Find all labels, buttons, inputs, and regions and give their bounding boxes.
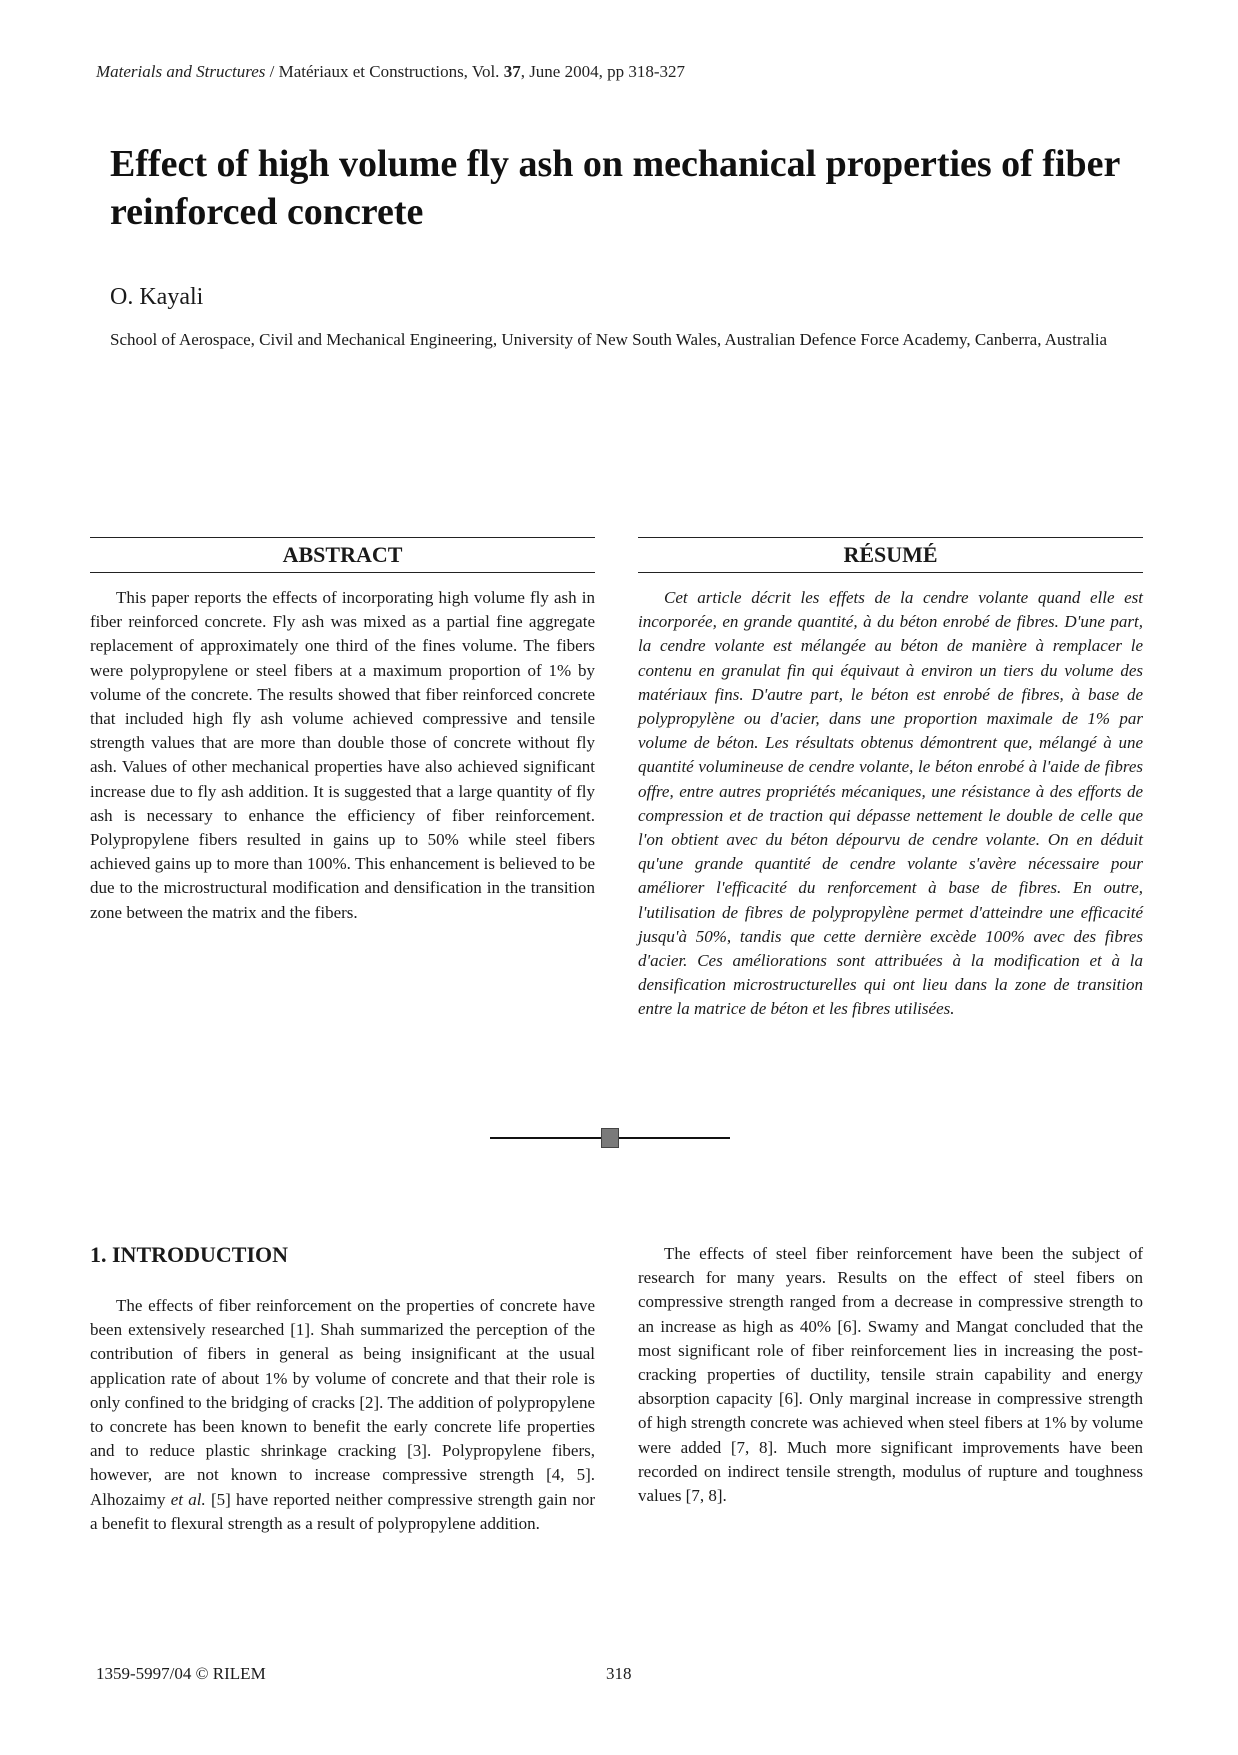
abstract-body [90,586,595,925]
abstract-heading: ABSTRACT [282,542,403,567]
resume-bottom-rule [638,572,1143,573]
abstract-top-rule [90,537,595,538]
journal-header [96,62,685,82]
paper-title: Effect of high volume fly ash on mechanical properties of fiber reinforced concrete [110,143,1120,233]
intro-para1-text-b: [5] have reported neither compressive strength gain nor a benefit to flexural strength as a result of polypropylene addition. [90,1489,595,1533]
resume-heading: RÉSUMÉ [843,542,938,567]
author-name: O. Kayali [110,284,204,310]
footer-issn: 1359-5997/04 © RILEM [96,1664,266,1683]
journal-name-fr: Matériaux et Constructions, Vol. [278,62,504,81]
abstract-paragraph: This paper reports the effects of incorporating high volume fly ash in fiber reinforced concrete. Fly ash was mixed as a partial fine aggregate replacement of approximately one third of the fines volume. The fibers were polypropylene or steel fibers at a maximum proportion of 1% by volume of the concrete. The results showed that fiber reinforced concrete that included high fly ash volume achieved compressive and tensile strength values that are more than double those of concrete without fly ash. Values of other mechanical properties have also achieved significant increase due to fly ash addition. It is suggested that a large quantity of fly ash is necessary to enhance the efficiency of fiber reinforcement. Polypropylene fibers resulted in gains up to 50% while steel fibers achieved gains up to more than 100%. This enhancement is believed to be due to the microstructural modification and densification in the transition zone between the matrix and the fibers. [90,588,595,922]
journal-details: , June 2004, pp 318-327 [520,62,686,81]
intro-para1-text-a: The effects of fiber reinforcement on the properties of concrete have been extensively researched [1]. Shah summarized the perception of the contribution of fibers in general as being insignificant at the usual application rate of about 1% by volume of concrete and that their role is only confined to the bridging of cracks [2]. The addition of polypropylene to concrete has been known to benefit the early concrete life properties and to reduce plastic shrinkage cracking [3]. Polypropylene fibers, however, are not known to increase compressive strength [4, 5]. Alhozaimy [90,1296,595,1509]
introduction-paragraph-1 [90,1294,595,1536]
introduction-left-column [90,1294,595,1536]
introduction-paragraph-2: The effects of steel fiber reinforcement have been the subject of research for many years. Results on the effect of steel fibers on compressive strength ranged from a decrease in compressive strength to an increase as high as 40% [6]. Swamy and Mangat concluded that the most significant role of fiber reinforcement lies in increasing the post-cracking properties of ductility, tensile strain capability and energy absorption capacity [6]. Only marginal increase in compressive strength of high strength concrete was achieved when steel fibers at 1% by volume were added [7, 8]. Much more significant improvements have been recorded on indirect tensile strength, modulus of rupture and toughness values [7, 8]. [638,1244,1143,1506]
author-affiliation: School of Aerospace, Civil and Mechanical Engineering, University of New South Wales, Australian Defence Force Academy, Canberra, Australia [110,330,1108,349]
journal-volume: 37 [503,62,521,81]
journal-separator: / [265,62,279,81]
abstract-bottom-rule [90,572,595,573]
journal-name-en: Materials and Structures [96,62,266,81]
resume-body [638,586,1143,1022]
section-separator-ornament [601,1128,619,1148]
page-number: 318 [606,1664,632,1683]
introduction-right-column [638,1242,1143,1508]
resume-top-rule [638,537,1143,538]
intro-et-al: et al. [170,1489,206,1509]
introduction-heading: 1. INTRODUCTION [90,1242,289,1267]
resume-paragraph: Cet article décrit les effets de la cendre volante quand elle est incorporée, en grande quantité, à du béton enrobé de fibres. D'une part, la cendre volante est mélangée au béton de manière à remplacer le contenu en granulat fin qui équivaut à environ un tiers du volume des matériaux fins. D'autre part, le béton est enrobé de fibres, à base de polypropylène ou d'acier, dans une proportion maximale de 1% par volume de béton. Les résultats obtenus démontrent que, mélangé à une quantité volumineuse de cendre volante, le béton enrobé à l'aide de fibres offre, entre autres propriétés mécaniques, une résistance à des efforts de compression et de traction qui dépasse nettement le double de celle que l'on obtient avec du béton dépourvu de cendre volante. On en déduit qu'une grande quantité de cendre volante s'avère nécessaire pour améliorer l'efficacité du renforcement à base de fibres. En outre, l'utilisation de fibres de polypropylène permet d'atteindre une efficacité jusqu'à 50%, tandis que cette dernière excède 100% avec des fibres d'acier. Ces améliorations sont attribuées à la modification et à la densification microstructurelles qui ont lieu dans la zone de transition entre la matrice de béton et les fibres utilisées. [638,588,1143,1019]
